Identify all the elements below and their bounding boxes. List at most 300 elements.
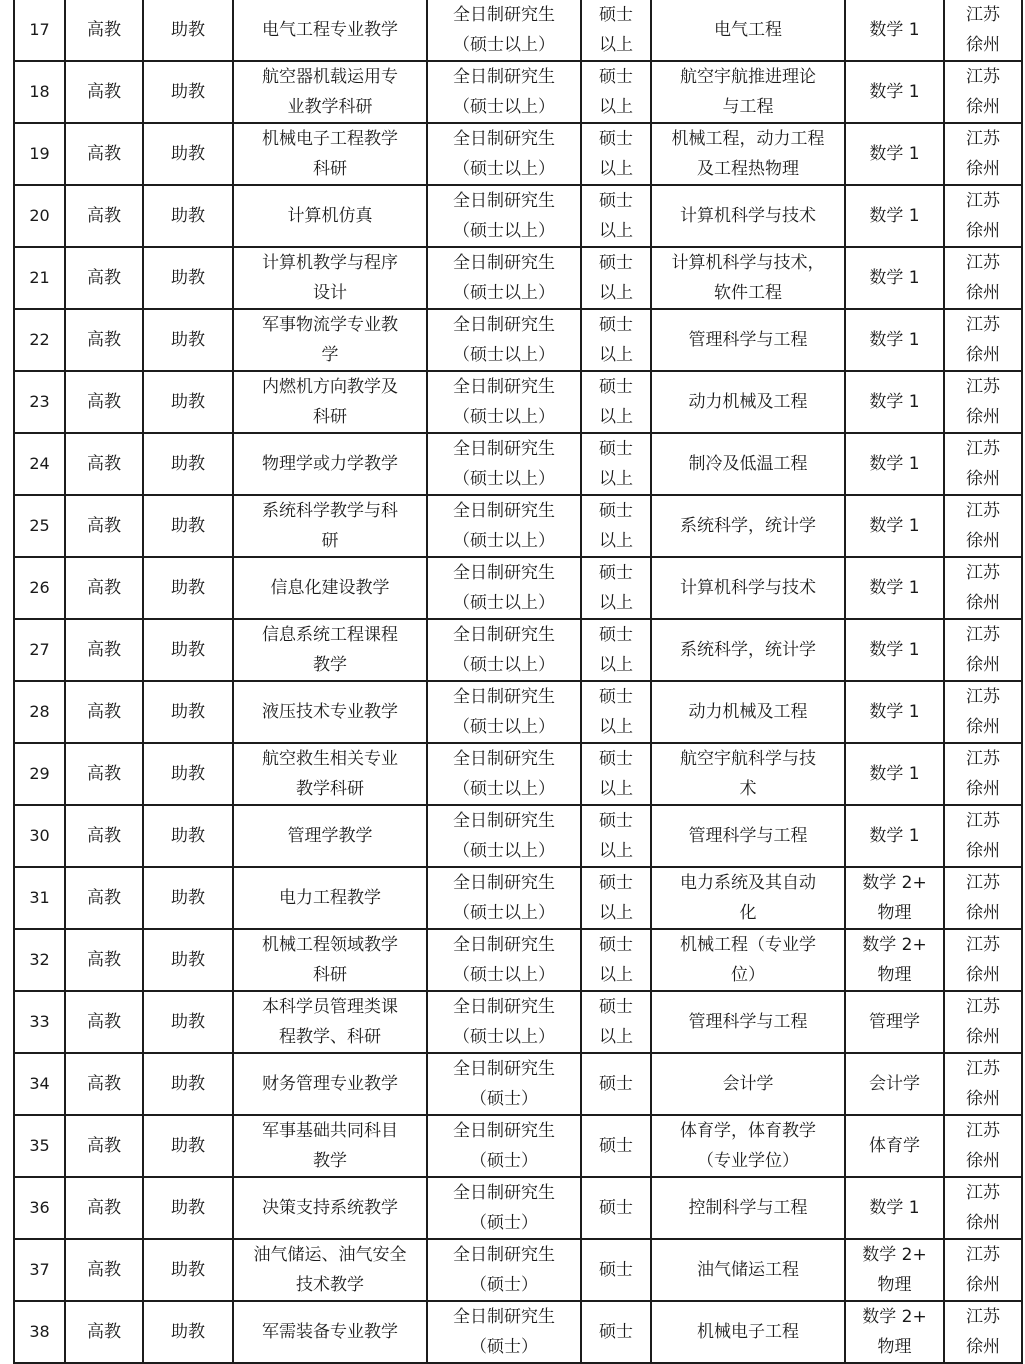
education-cell-line: 全日制研究生 <box>453 1245 555 1265</box>
title-cell: 助教 <box>143 309 233 371</box>
major-cell-line: 机械电子工程 <box>697 1322 799 1342</box>
degree-cell-line: 硕士 <box>599 1322 633 1342</box>
exam-subject-cell-line: 数学 2+ <box>862 1307 927 1327</box>
major-cell-line: 制冷及低温工程 <box>688 454 808 474</box>
position-cell-line: 系统科学教学与科 <box>262 501 398 521</box>
table-body <box>14 0 1022 1363</box>
title-cell: 助教 <box>143 495 233 557</box>
position-cell <box>233 1053 427 1115</box>
major-cell <box>651 805 845 867</box>
degree-cell-line: 硕士 <box>599 5 633 25</box>
table-row <box>14 495 1022 557</box>
major-cell <box>651 123 845 185</box>
exam-subject-cell <box>845 371 944 433</box>
exam-subject-cell <box>845 433 944 495</box>
major-cell-line: 术 <box>739 779 757 799</box>
row-number-cell: 37 <box>14 1239 65 1301</box>
position-cell-line: 物理学或力学教学 <box>262 454 398 474</box>
degree-cell <box>581 991 651 1053</box>
exam-subject-cell-line: 数学 1 <box>869 826 920 846</box>
major-cell-line: （专业学位） <box>697 1151 799 1171</box>
location-cell-line: 江苏 <box>966 253 1000 273</box>
title-cell: 助教 <box>143 371 233 433</box>
title-cell: 助教 <box>143 1301 233 1363</box>
major-cell-line: 位） <box>731 965 765 985</box>
education-cell <box>427 805 581 867</box>
row-number-cell: 26 <box>14 557 65 619</box>
exam-subject-cell <box>845 681 944 743</box>
education-cell-line: （硕士以上） <box>453 965 555 985</box>
location-cell-line: 徐州 <box>966 779 1000 799</box>
major-cell <box>651 1301 845 1363</box>
table-row <box>14 991 1022 1053</box>
degree-cell-line: 硕士 <box>599 1136 633 1156</box>
education-cell-line: （硕士以上） <box>453 35 555 55</box>
position-cell <box>233 681 427 743</box>
table-row <box>14 1239 1022 1301</box>
education-cell-line: （硕士） <box>470 1213 538 1233</box>
exam-subject-cell-line: 数学 1 <box>869 640 920 660</box>
position-cell <box>233 1239 427 1301</box>
major-cell-line: 油气储运工程 <box>697 1260 799 1280</box>
category-cell: 高教 <box>65 495 143 557</box>
category-cell: 高教 <box>65 557 143 619</box>
position-cell <box>233 991 427 1053</box>
exam-subject-cell-line: 物理 <box>877 903 912 923</box>
location-cell-line: 徐州 <box>966 159 1000 179</box>
degree-cell <box>581 61 651 123</box>
location-cell-line: 徐州 <box>966 1027 1000 1047</box>
row-number-cell: 21 <box>14 247 65 309</box>
table-row <box>14 805 1022 867</box>
category-cell: 高教 <box>65 1115 143 1177</box>
title-cell: 助教 <box>143 247 233 309</box>
table-row <box>14 1177 1022 1239</box>
row-number-cell: 36 <box>14 1177 65 1239</box>
position-cell <box>233 123 427 185</box>
exam-subject-cell-line: 数学 1 <box>869 268 920 288</box>
major-cell-line: 管理科学与工程 <box>688 1012 808 1032</box>
major-cell-line: 会计学 <box>722 1074 774 1094</box>
location-cell-line: 徐州 <box>966 965 1000 985</box>
major-cell-line: 计算机科学与技术， <box>671 253 825 273</box>
row-number-cell: 24 <box>14 433 65 495</box>
category-cell: 高教 <box>65 1177 143 1239</box>
location-cell-line: 江苏 <box>966 749 1000 769</box>
position-cell-line: 研 <box>321 531 339 551</box>
location-cell-line: 江苏 <box>966 439 1000 459</box>
education-cell-line: （硕士以上） <box>453 717 555 737</box>
education-cell-line: 全日制研究生 <box>453 1183 555 1203</box>
table-row <box>14 0 1022 61</box>
position-cell <box>233 495 427 557</box>
position-cell-line: 科研 <box>313 159 347 179</box>
location-cell-line: 江苏 <box>966 315 1000 335</box>
education-cell <box>427 123 581 185</box>
exam-subject-cell-line: 数学 1 <box>869 206 920 226</box>
exam-subject-cell <box>845 1177 944 1239</box>
exam-subject-cell-line: 数学 1 <box>869 144 920 164</box>
position-cell-line: 军事基础共同科目 <box>262 1121 398 1141</box>
title-cell: 助教 <box>143 743 233 805</box>
education-cell-line: 全日制研究生 <box>453 749 555 769</box>
exam-subject-cell <box>845 805 944 867</box>
education-cell-line: （硕士以上） <box>453 655 555 675</box>
title-cell: 助教 <box>143 1115 233 1177</box>
category-cell: 高教 <box>65 1239 143 1301</box>
degree-cell-line: 硕士 <box>599 749 633 769</box>
table-row <box>14 1053 1022 1115</box>
exam-subject-cell <box>845 0 944 61</box>
education-cell <box>427 309 581 371</box>
position-cell-line: 军需装备专业教学 <box>262 1322 398 1342</box>
education-cell-line: 全日制研究生 <box>453 67 555 87</box>
title-cell: 助教 <box>143 619 233 681</box>
education-cell-line: 全日制研究生 <box>453 687 555 707</box>
location-cell-line: 江苏 <box>966 501 1000 521</box>
degree-cell-line: 以上 <box>599 903 633 923</box>
degree-cell <box>581 1239 651 1301</box>
education-cell-line: （硕士以上） <box>453 407 555 427</box>
degree-cell <box>581 619 651 681</box>
degree-cell <box>581 805 651 867</box>
location-cell-line: 徐州 <box>966 407 1000 427</box>
location-cell-line: 江苏 <box>966 1307 1000 1327</box>
position-cell-line: 军事物流学专业教 <box>262 315 398 335</box>
table-row <box>14 681 1022 743</box>
degree-cell-line: 硕士 <box>599 501 633 521</box>
position-cell <box>233 1301 427 1363</box>
education-cell <box>427 929 581 991</box>
education-cell-line: （硕士以上） <box>453 221 555 241</box>
degree-cell <box>581 1115 651 1177</box>
major-cell <box>651 309 845 371</box>
position-cell-line: 液压技术专业教学 <box>262 702 398 722</box>
row-number-cell: 27 <box>14 619 65 681</box>
education-cell-line: 全日制研究生 <box>453 501 555 521</box>
degree-cell-line: 以上 <box>599 221 633 241</box>
row-number-cell: 31 <box>14 867 65 929</box>
position-cell <box>233 743 427 805</box>
education-cell-line: （硕士以上） <box>453 97 555 117</box>
exam-subject-cell <box>845 309 944 371</box>
degree-cell-line: 硕士 <box>599 1074 633 1094</box>
major-cell <box>651 681 845 743</box>
location-cell-line: 江苏 <box>966 997 1000 1017</box>
degree-cell-line: 硕士 <box>599 811 633 831</box>
location-cell-line: 江苏 <box>966 377 1000 397</box>
exam-subject-cell <box>845 495 944 557</box>
major-cell-line: 机械工程（专业学 <box>680 935 816 955</box>
category-cell: 高教 <box>65 619 143 681</box>
position-cell-line: 计算机仿真 <box>287 206 373 226</box>
position-cell-line: 机械工程领域教学 <box>262 935 398 955</box>
education-cell-line: 全日制研究生 <box>453 935 555 955</box>
category-cell: 高教 <box>65 681 143 743</box>
education-cell <box>427 495 581 557</box>
row-number-cell: 34 <box>14 1053 65 1115</box>
major-cell <box>651 61 845 123</box>
degree-cell-line: 以上 <box>599 407 633 427</box>
location-cell-line: 徐州 <box>966 655 1000 675</box>
table-row <box>14 185 1022 247</box>
location-cell-line: 徐州 <box>966 283 1000 303</box>
education-cell-line: （硕士以上） <box>453 469 555 489</box>
degree-cell <box>581 495 651 557</box>
education-cell-line: （硕士） <box>470 1151 538 1171</box>
education-cell-line: （硕士以上） <box>453 283 555 303</box>
position-cell-line: 教学 <box>313 655 347 675</box>
major-cell <box>651 557 845 619</box>
location-cell-line: 徐州 <box>966 1213 1000 1233</box>
degree-cell <box>581 557 651 619</box>
table-row <box>14 123 1022 185</box>
education-cell-line: （硕士） <box>470 1089 538 1109</box>
major-cell <box>651 743 845 805</box>
table-row <box>14 371 1022 433</box>
education-cell-line: 全日制研究生 <box>453 315 555 335</box>
location-cell-line: 江苏 <box>966 129 1000 149</box>
location-cell-line: 江苏 <box>966 1059 1000 1079</box>
major-cell-line: 系统科学，统计学 <box>680 516 816 536</box>
position-cell-line: 信息系统工程课程 <box>262 625 398 645</box>
education-cell-line: （硕士以上） <box>453 903 555 923</box>
location-cell <box>944 1115 1022 1177</box>
education-cell <box>427 619 581 681</box>
degree-cell <box>581 1177 651 1239</box>
position-cell-line: 航空救生相关专业 <box>262 749 398 769</box>
exam-subject-cell-line: 数学 1 <box>869 20 920 40</box>
row-number-cell: 17 <box>14 0 65 61</box>
major-cell-line: 电气工程 <box>714 20 782 40</box>
education-cell <box>427 991 581 1053</box>
degree-cell-line: 硕士 <box>599 191 633 211</box>
category-cell: 高教 <box>65 371 143 433</box>
degree-cell-line: 硕士 <box>599 439 633 459</box>
location-cell <box>944 371 1022 433</box>
location-cell <box>944 557 1022 619</box>
position-cell <box>233 433 427 495</box>
title-cell: 助教 <box>143 929 233 991</box>
title-cell: 助教 <box>143 991 233 1053</box>
exam-subject-cell <box>845 991 944 1053</box>
exam-subject-cell-line: 数学 1 <box>869 82 920 102</box>
table-row <box>14 1301 1022 1363</box>
category-cell: 高教 <box>65 123 143 185</box>
table-row <box>14 867 1022 929</box>
position-cell <box>233 247 427 309</box>
exam-subject-cell <box>845 1053 944 1115</box>
category-cell: 高教 <box>65 433 143 495</box>
location-cell <box>944 1239 1022 1301</box>
degree-cell-line: 硕士 <box>599 253 633 273</box>
degree-cell <box>581 185 651 247</box>
location-cell-line: 徐州 <box>966 345 1000 365</box>
position-cell-line: 程教学、科研 <box>279 1027 381 1047</box>
position-cell <box>233 557 427 619</box>
row-number-cell: 18 <box>14 61 65 123</box>
degree-cell <box>581 0 651 61</box>
row-number-cell: 23 <box>14 371 65 433</box>
position-cell <box>233 1115 427 1177</box>
location-cell-line: 江苏 <box>966 811 1000 831</box>
table-row <box>14 743 1022 805</box>
education-cell <box>427 1177 581 1239</box>
exam-subject-cell-line: 数学 1 <box>869 330 920 350</box>
table-row <box>14 619 1022 681</box>
exam-subject-cell-line: 物理 <box>877 1337 912 1357</box>
major-cell <box>651 495 845 557</box>
education-cell-line: （硕士） <box>470 1337 538 1357</box>
major-cell-line: 航空宇航推进理论 <box>680 67 816 87</box>
major-cell-line: 化 <box>739 903 757 923</box>
row-number-cell: 30 <box>14 805 65 867</box>
location-cell-line: 江苏 <box>966 935 1000 955</box>
degree-cell-line: 硕士 <box>599 563 633 583</box>
location-cell <box>944 0 1022 61</box>
position-cell-line: 设计 <box>313 283 347 303</box>
degree-cell-line: 硕士 <box>599 625 633 645</box>
education-cell <box>427 247 581 309</box>
position-cell <box>233 371 427 433</box>
exam-subject-cell <box>845 867 944 929</box>
location-cell <box>944 433 1022 495</box>
major-cell-line: 计算机科学与技术 <box>680 206 816 226</box>
education-cell <box>427 371 581 433</box>
location-cell <box>944 309 1022 371</box>
education-cell-line: 全日制研究生 <box>453 997 555 1017</box>
degree-cell-line: 硕士 <box>599 997 633 1017</box>
category-cell: 高教 <box>65 867 143 929</box>
degree-cell <box>581 309 651 371</box>
category-cell: 高教 <box>65 1301 143 1363</box>
degree-cell-line: 以上 <box>599 283 633 303</box>
position-cell-line: 科研 <box>313 965 347 985</box>
location-cell <box>944 681 1022 743</box>
table-row <box>14 557 1022 619</box>
table-row <box>14 929 1022 991</box>
title-cell: 助教 <box>143 681 233 743</box>
position-cell-line: 财务管理专业教学 <box>262 1074 398 1094</box>
location-cell-line: 江苏 <box>966 625 1000 645</box>
exam-subject-cell-line: 数学 1 <box>869 516 920 536</box>
exam-subject-cell-line: 数学 1 <box>869 702 920 722</box>
education-cell-line: 全日制研究生 <box>453 129 555 149</box>
education-cell-line: （硕士以上） <box>453 345 555 365</box>
location-cell <box>944 743 1022 805</box>
exam-subject-cell <box>845 619 944 681</box>
degree-cell-line: 以上 <box>599 841 633 861</box>
category-cell: 高教 <box>65 61 143 123</box>
location-cell-line: 江苏 <box>966 873 1000 893</box>
row-number-cell: 35 <box>14 1115 65 1177</box>
table-row <box>14 433 1022 495</box>
degree-cell-line: 以上 <box>599 779 633 799</box>
education-cell-line: （硕士以上） <box>453 779 555 799</box>
title-cell: 助教 <box>143 123 233 185</box>
category-cell: 高教 <box>65 991 143 1053</box>
title-cell: 助教 <box>143 805 233 867</box>
location-cell-line: 徐州 <box>966 903 1000 923</box>
degree-cell-line: 硕士 <box>599 67 633 87</box>
table-row <box>14 247 1022 309</box>
location-cell-line: 江苏 <box>966 67 1000 87</box>
education-cell-line: （硕士以上） <box>453 593 555 613</box>
title-cell: 助教 <box>143 1177 233 1239</box>
table-row <box>14 1115 1022 1177</box>
education-cell-line: 全日制研究生 <box>453 439 555 459</box>
position-cell-line: 内燃机方向教学及 <box>262 377 398 397</box>
position-cell-line: 业教学科研 <box>287 97 373 117</box>
major-cell-line: 航空宇航科学与技 <box>680 749 816 769</box>
location-cell-line: 徐州 <box>966 97 1000 117</box>
position-cell-line: 学 <box>321 345 339 365</box>
degree-cell-line: 硕士 <box>599 129 633 149</box>
major-cell-line: 动力机械及工程 <box>688 702 808 722</box>
degree-cell <box>581 123 651 185</box>
major-cell-line: 软件工程 <box>714 283 782 303</box>
location-cell-line: 徐州 <box>966 469 1000 489</box>
degree-cell-line: 硕士 <box>599 377 633 397</box>
education-cell-line: 全日制研究生 <box>453 253 555 273</box>
exam-subject-cell <box>845 1301 944 1363</box>
education-cell <box>427 61 581 123</box>
education-cell-line: （硕士以上） <box>453 159 555 179</box>
education-cell <box>427 0 581 61</box>
position-cell-line: 电力工程教学 <box>279 888 381 908</box>
major-cell-line: 系统科学，统计学 <box>680 640 816 660</box>
position-cell-line: 计算机教学与程序 <box>262 253 398 273</box>
education-cell <box>427 185 581 247</box>
location-cell-line: 江苏 <box>966 563 1000 583</box>
education-cell <box>427 1115 581 1177</box>
degree-cell-line: 以上 <box>599 593 633 613</box>
exam-subject-cell <box>845 123 944 185</box>
major-cell <box>651 371 845 433</box>
degree-cell-line: 以上 <box>599 159 633 179</box>
location-cell <box>944 805 1022 867</box>
degree-cell-line: 以上 <box>599 1027 633 1047</box>
location-cell-line: 徐州 <box>966 841 1000 861</box>
major-cell <box>651 185 845 247</box>
position-cell-line: 决策支持系统教学 <box>262 1198 398 1218</box>
degree-cell-line: 硕士 <box>599 315 633 335</box>
location-cell-line: 江苏 <box>966 5 1000 25</box>
major-cell-line: 与工程 <box>722 97 774 117</box>
row-number-cell: 33 <box>14 991 65 1053</box>
title-cell: 助教 <box>143 0 233 61</box>
location-cell-line: 江苏 <box>966 687 1000 707</box>
education-cell-line: （硕士） <box>470 1275 538 1295</box>
education-cell-line: （硕士以上） <box>453 531 555 551</box>
degree-cell <box>581 371 651 433</box>
row-number-cell: 28 <box>14 681 65 743</box>
category-cell: 高教 <box>65 1053 143 1115</box>
category-cell: 高教 <box>65 743 143 805</box>
exam-subject-cell-line: 数学 1 <box>869 1198 920 1218</box>
major-cell <box>651 1239 845 1301</box>
major-cell-line: 动力机械及工程 <box>688 392 808 412</box>
degree-cell-line: 以上 <box>599 965 633 985</box>
degree-cell <box>581 929 651 991</box>
education-cell-line: 全日制研究生 <box>453 563 555 583</box>
major-cell <box>651 991 845 1053</box>
location-cell <box>944 1177 1022 1239</box>
education-cell <box>427 1239 581 1301</box>
exam-subject-cell-line: 数学 2+ <box>862 873 927 893</box>
major-cell-line: 及工程热物理 <box>697 159 799 179</box>
location-cell <box>944 185 1022 247</box>
